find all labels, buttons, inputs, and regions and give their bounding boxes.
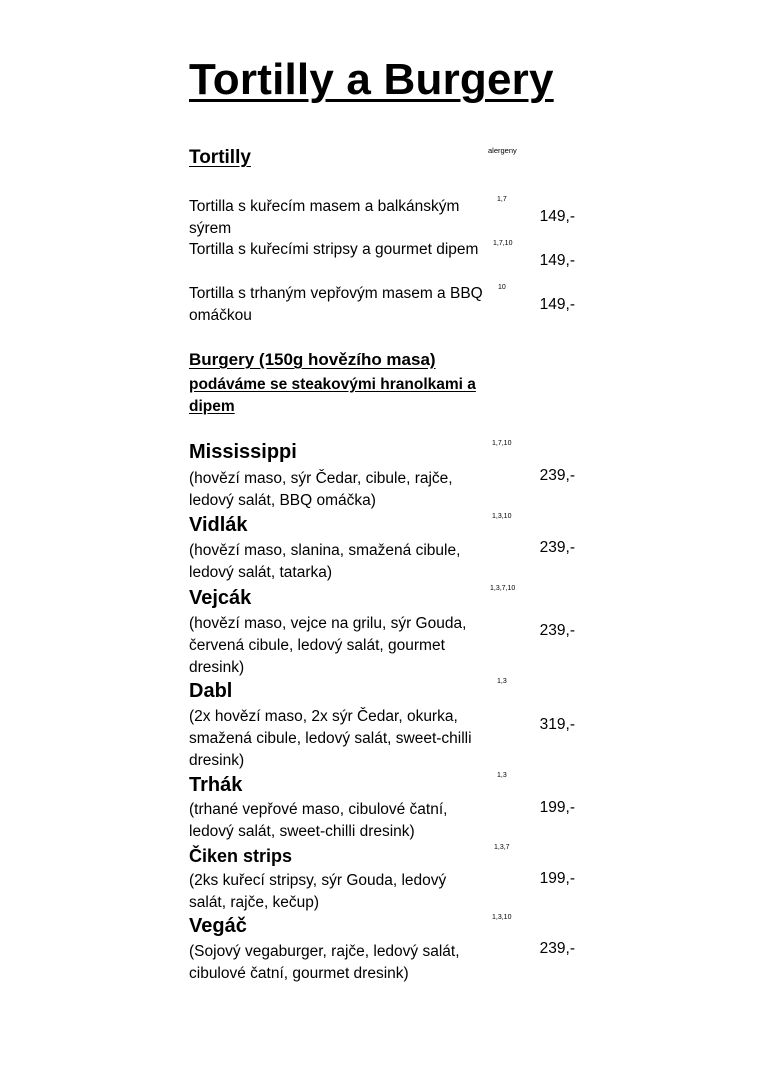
allergen-code: 1,3,10 bbox=[492, 513, 512, 520]
menu-item-price: 199,- bbox=[539, 799, 575, 816]
menu-item-price: 239,- bbox=[539, 940, 575, 957]
burger-description: (trhané vepřové maso, cibulové čatní, ledový salát, sweet-chilli dresink) bbox=[189, 801, 448, 840]
burger-description: (2x hovězí maso, 2x sýr Čedar, okurka, smažená cibule, ledový salát, sweet-chilli dresink) bbox=[189, 708, 472, 769]
burger-name: Vejcák bbox=[189, 587, 252, 609]
burger-name: Trhák bbox=[189, 774, 243, 796]
burger-description: (hovězí maso, sýr Čedar, cibule, rajče, ledový salát, BBQ omáčka) bbox=[189, 470, 453, 509]
page-title: Tortilly a Burgery bbox=[189, 55, 554, 104]
burger-description: (Sojový vegaburger, rajče, ledový salát, cibulové čatní, gourmet dresink) bbox=[189, 943, 460, 982]
burger-description: (hovězí maso, slanina, smažená cibule, ledový salát, tatarka) bbox=[189, 542, 461, 581]
menu-item-name: Tortilla s kuřecími stripsy a gourmet dipem bbox=[189, 241, 479, 258]
allergen-code: 1,3,7 bbox=[494, 844, 510, 851]
burger-name: Vidlák bbox=[189, 514, 248, 536]
menu-item-price: 199,- bbox=[539, 870, 575, 887]
allergen-code: 1,3,10 bbox=[492, 914, 512, 921]
menu-item-name: Tortilla s trhaným vepřovým masem a BBQ omáčkou bbox=[189, 285, 483, 324]
allergen-code: 1,7,10 bbox=[493, 240, 513, 247]
menu-item-name: Tortilla s kuřecím masem a balkánským sýrem bbox=[189, 198, 460, 237]
allergen-code: 1,3,7,10 bbox=[490, 585, 516, 592]
allergen-code: 1,3 bbox=[497, 678, 507, 685]
section-heading-burgers: Burgery (150g hovězího masa) bbox=[189, 350, 436, 369]
section-heading-tortillas: Tortilly bbox=[189, 147, 251, 168]
menu-item-price: 149,- bbox=[539, 208, 575, 225]
menu-item-price: 149,- bbox=[539, 296, 575, 313]
burger-name: Dabl bbox=[189, 680, 233, 702]
menu-item-price: 319,- bbox=[539, 716, 575, 733]
menu-item-price: 239,- bbox=[539, 622, 575, 639]
burger-description: (2ks kuřecí stripsy, sýr Gouda, ledový salát, rajče, kečup) bbox=[189, 872, 447, 911]
allergen-code: 1,7,10 bbox=[492, 440, 512, 447]
menu-item-price: 239,- bbox=[539, 539, 575, 556]
menu-item-price: 239,- bbox=[539, 467, 575, 484]
burger-name: Vegáč bbox=[189, 915, 247, 937]
burger-name: Mississippi bbox=[189, 441, 297, 463]
menu-item-price: 149,- bbox=[539, 252, 575, 269]
allergen-column-header: alergeny bbox=[488, 146, 517, 155]
burger-description: (hovězí maso, vejce na grilu, sýr Gouda, červená cibule, ledový salát, gourmet dresink) bbox=[189, 615, 467, 676]
burger-name: Čiken strips bbox=[189, 846, 293, 866]
allergen-code: 1,3 bbox=[497, 772, 507, 779]
allergen-code: 1,7 bbox=[497, 196, 507, 203]
allergen-code: 10 bbox=[498, 284, 506, 291]
section-subheading: podáváme se steakovými hranolkami a dipem bbox=[189, 376, 476, 415]
